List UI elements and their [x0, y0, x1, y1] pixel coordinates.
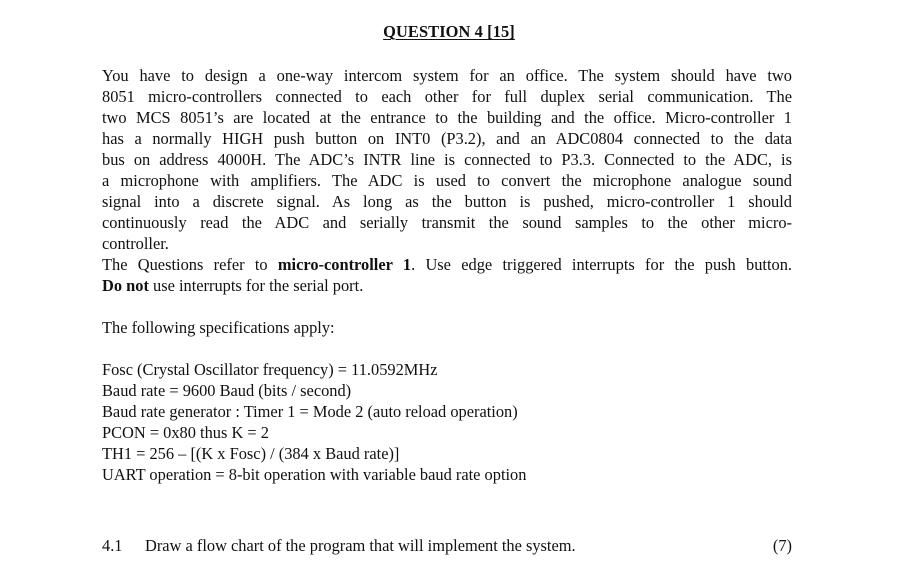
spec-item: Baud rate = 9600 Baud (bits / second): [102, 381, 352, 400]
question-marks: (7): [772, 536, 792, 555]
questions-refer-line-1: [102, 254, 792, 275]
spec-item: Baud rate generator : Timer 1 = Mode 2 (auto reload operation): [102, 402, 518, 421]
questions-refer-bold: micro-controller 1: [277, 255, 412, 274]
question-title: QUESTION 4 [15]: [383, 22, 515, 41]
questions-refer-text: . Use edge triggered interrupts for the push button.: [411, 255, 793, 274]
questions-refer-bold: Do not: [102, 276, 149, 295]
spec-item: PCON = 0x80 thus K = 2: [102, 423, 269, 442]
intro-line: controller.: [102, 234, 169, 253]
spec-item: UART operation = 8-bit operation with variable baud rate option: [102, 465, 527, 484]
intro-line: 8051 micro-controllers connected to each other for full duplex serial communication. The: [102, 87, 792, 106]
intro-line: continuously read the ADC and serially transmit the sound samples to the other micro-: [102, 213, 792, 232]
question-row: [102, 535, 792, 556]
questions-refer-paragraph: [102, 254, 792, 296]
spec-intro: The following specifications apply:: [102, 318, 335, 337]
spec-list: [102, 359, 792, 485]
intro-paragraph: [102, 65, 792, 254]
intro-line: a microphone with amplifiers. The ADC is used to convert the microphone analogue sound: [102, 171, 792, 190]
questions-refer-line-2: [102, 275, 792, 296]
question-text: Draw a flow chart of the program that will implement the system.: [145, 536, 576, 555]
intro-line: two MCS 8051’s are located at the entrance to the building and the office. Micro-controller 1: [102, 108, 792, 127]
spec-item: TH1 = 256 – [(K x Fosc) / (384 x Baud rate)]: [102, 444, 400, 463]
question-number: 4.1: [102, 536, 123, 555]
intro-line: bus on address 4000H. The ADC’s INTR line is connected to P3.3. Connected to the ADC, is: [102, 150, 792, 169]
intro-line: signal into a discrete signal. As long as the button is pushed, micro-controller 1 should: [102, 192, 792, 211]
questions-refer-text: use interrupts for the serial port.: [148, 276, 364, 295]
intro-line: has a normally HIGH push button on INT0 (P3.2), and an ADC0804 connected to the data: [102, 129, 792, 148]
spec-item: Fosc (Crystal Oscillator frequency) = 11.0592MHz: [102, 360, 438, 379]
questions-refer-text: The Questions refer to: [102, 255, 278, 274]
intro-line: You have to design a one-way intercom system for an office. The system should have two: [102, 66, 792, 85]
